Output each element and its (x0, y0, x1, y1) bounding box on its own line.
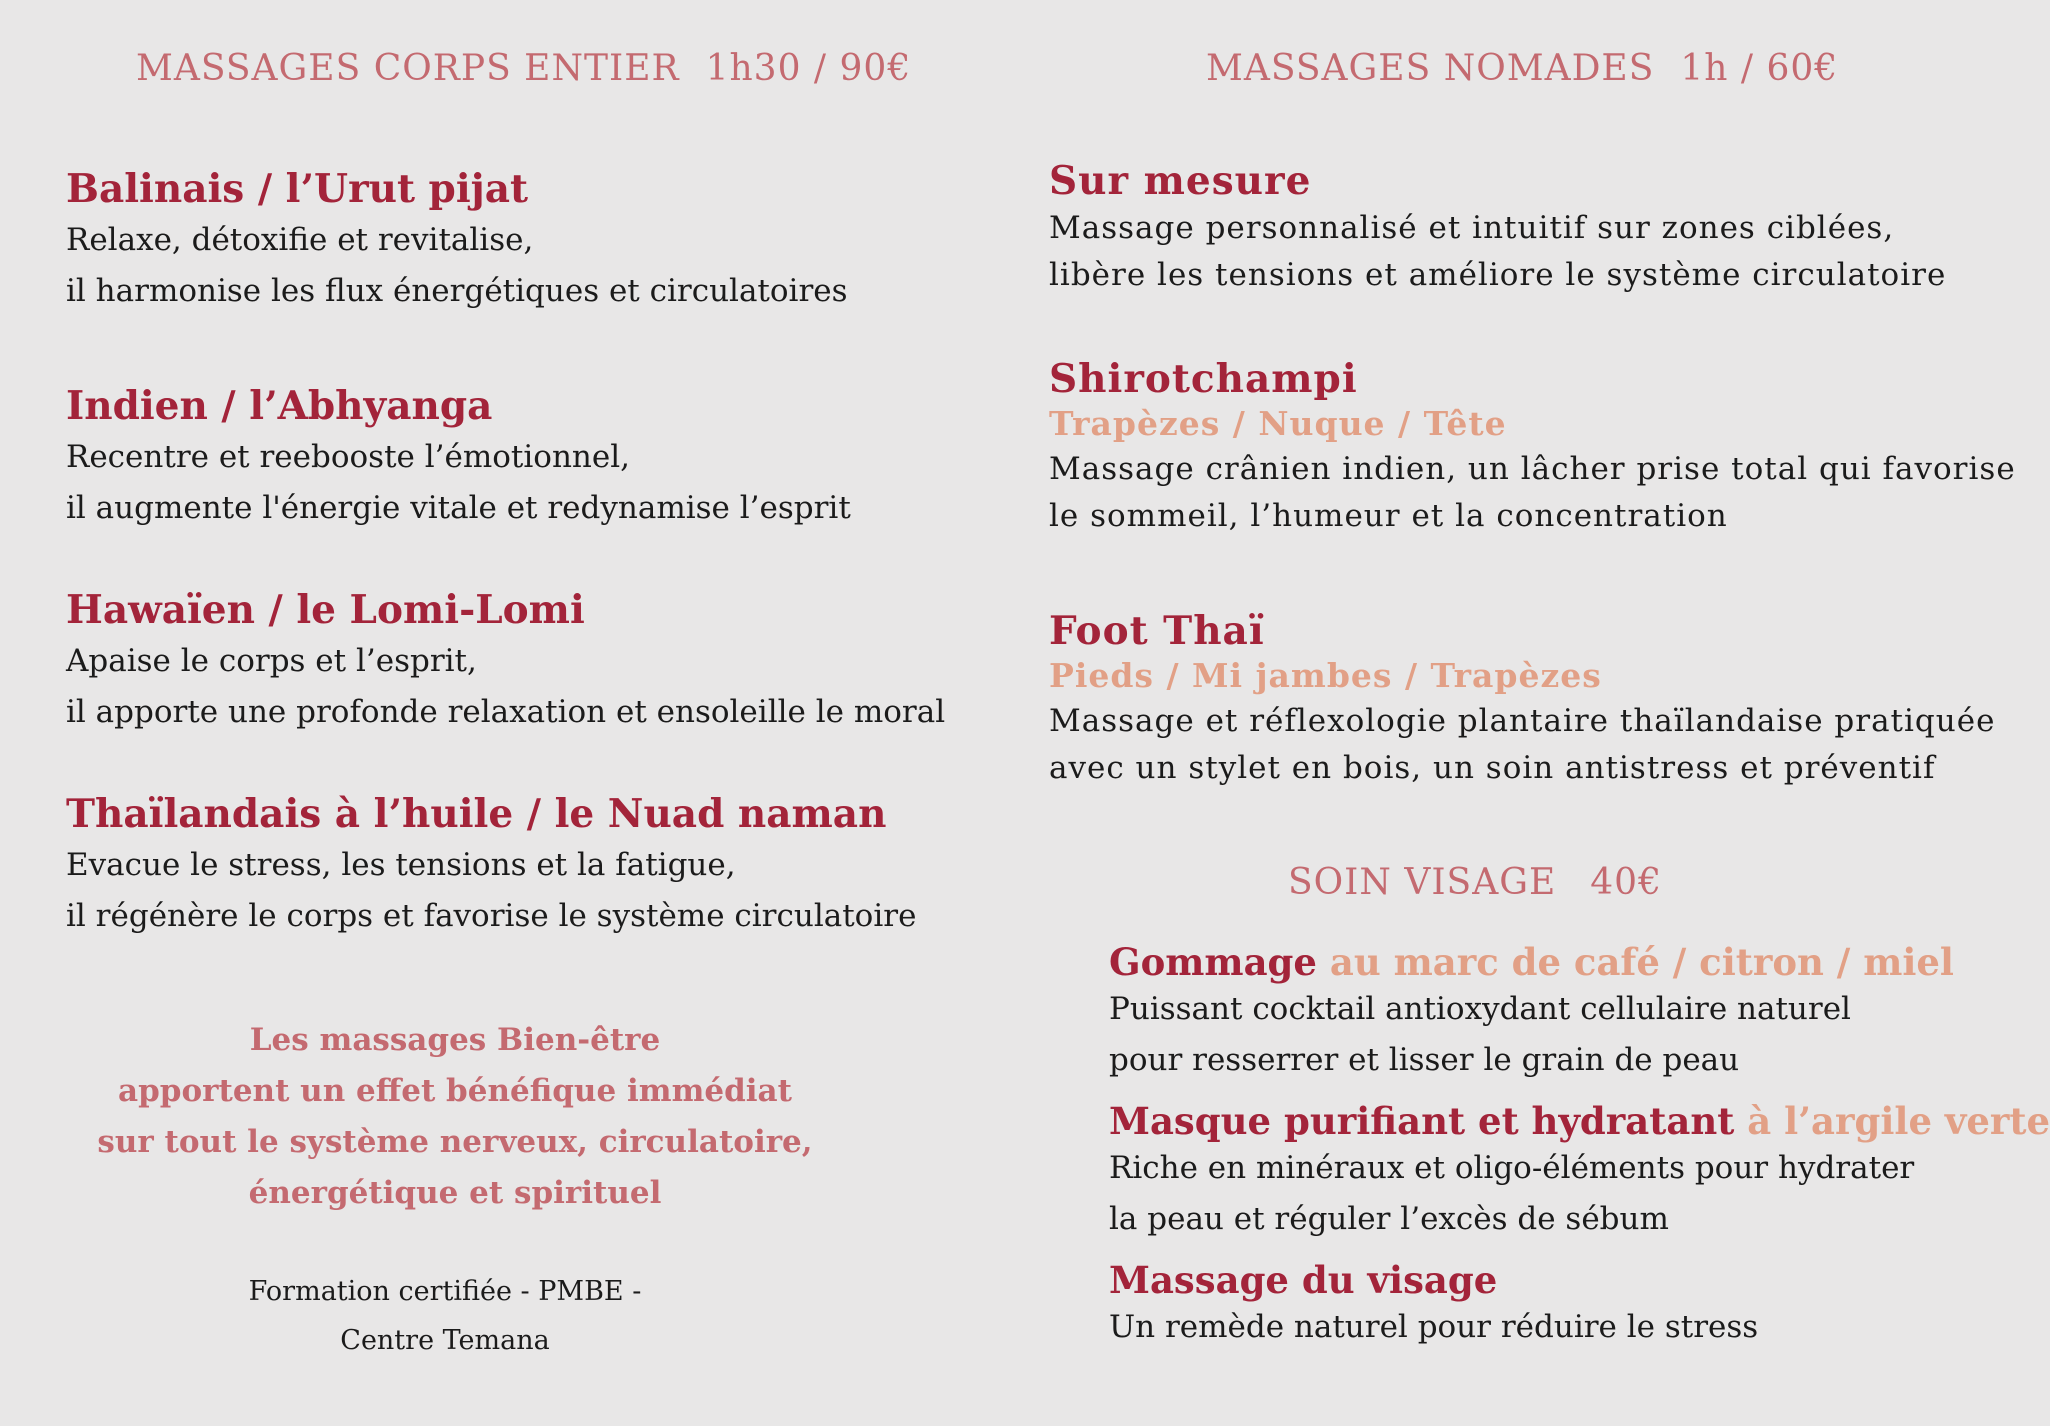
soin-title (1109, 1099, 2050, 1143)
massage-item-sur-mesure (1049, 158, 1949, 299)
massage-desc-line: il régénère le corps et favorise le système circulatoire (66, 897, 917, 934)
section-heading-nomades (1206, 48, 1838, 89)
massage-item-hawaien (66, 587, 966, 738)
section-heading-corps-entier (136, 48, 911, 89)
massage-desc-line: il augmente l'énergie vitale et redynamise l’esprit (66, 489, 851, 526)
massage-title: Shirotchampi (1049, 356, 1358, 402)
massage-desc-line: Massage crânien indien, un lâcher prise total qui favorise (1049, 450, 2016, 487)
soin-title-main: Gommage (1109, 940, 1317, 984)
massage-item-indien (66, 383, 966, 534)
soin-title-main: Massage du visage (1109, 1258, 1498, 1302)
section-heading-label: SOIN VISAGE (1288, 862, 1557, 903)
massage-desc-line: Massage et réflexologie plantaire thaïlandaise pratiquée (1049, 702, 1996, 739)
section-heading-label: MASSAGES CORPS ENTIER (136, 48, 680, 89)
massage-desc-line: Massage personnalisé et intuitif sur zones ciblées, (1049, 209, 1895, 246)
massage-desc-line: Relaxe, détoxifie et revitalise, (66, 221, 534, 258)
soin-item-masque (1109, 1099, 2050, 1245)
massage-desc-line: il harmonise les flux énergétiques et circulatoires (66, 272, 848, 309)
massage-title: Indien / l’Abhyanga (66, 383, 493, 429)
massage-desc-line: le sommeil, l’humeur et la concentration (1049, 497, 1728, 534)
quote-line: apportent un effet bénéfique immédiat (118, 1073, 792, 1109)
wellbeing-quote (0, 1015, 910, 1219)
massage-subtitle: Pieds / Mi jambes / Trapèzes (1049, 655, 1602, 695)
soin-desc-line: Riche en minéraux et oligo-éléments pour hydrater (1109, 1150, 1915, 1186)
soin-title-detail: à l’argile verte (1734, 1099, 2050, 1143)
massage-title: Sur mesure (1049, 158, 1312, 204)
massage-desc-line: Recentre et reebooste l’émotionnel, (66, 438, 630, 475)
section-heading-price: 1h30 / 90€ (705, 48, 912, 89)
footer-line: Centre Temana (340, 1325, 550, 1356)
certification-footer (0, 1267, 890, 1365)
section-heading-label: MASSAGES NOMADES (1206, 48, 1655, 89)
massage-item-thailandais (66, 791, 966, 942)
massage-desc-line: il apporte une profonde relaxation et ensoleille le moral (66, 693, 946, 730)
massage-desc-line: Apaise le corps et l’esprit, (66, 642, 477, 679)
section-heading-price: 40€ (1590, 862, 1662, 903)
soin-desc-line: la peau et réguler l’excès de sébum (1109, 1201, 1669, 1237)
massage-item-balinais (66, 166, 966, 317)
massage-item-foot-thai (1049, 608, 1996, 792)
massage-desc-line: avec un stylet en bois, un soin antistress et préventif (1049, 749, 1936, 786)
soin-title-detail: au marc de café / citron / miel (1316, 940, 1954, 984)
soin-item-massage-visage (1109, 1258, 2009, 1353)
massage-desc-line: Evacue le stress, les tensions et la fatigue, (66, 846, 736, 883)
quote-line: Les massages Bien-être (249, 1022, 661, 1058)
massage-desc-line: libère les tensions et améliore le système circulatoire (1049, 256, 1947, 293)
massage-title: Thaïlandais à l’huile / le Nuad naman (66, 791, 887, 837)
massage-item-shirotchampi (1049, 356, 2016, 540)
soin-desc-line: Un remède naturel pour réduire le stress (1109, 1309, 1759, 1345)
massage-title: Hawaïen / le Lomi-Lomi (66, 587, 585, 633)
massage-title: Balinais / l’Urut pijat (66, 166, 529, 212)
soin-item-gommage (1109, 940, 2009, 1086)
quote-line: énergétique et spirituel (248, 1175, 662, 1211)
quote-line: sur tout le système nerveux, circulatoire, (97, 1124, 813, 1160)
footer-line: Formation certifiée - PMBE - (248, 1276, 642, 1307)
soin-desc-line: Puissant cocktail antioxydant cellulaire naturel (1109, 991, 1851, 1027)
massage-subtitle: Trapèzes / Nuque / Tête (1049, 403, 1507, 443)
soin-desc-line: pour resserrer et lisser le grain de peau (1109, 1042, 1740, 1078)
section-heading-price: 1h / 60€ (1680, 48, 1839, 89)
soin-title (1109, 1258, 2009, 1302)
section-heading-soin-visage (1288, 862, 1662, 903)
soin-title (1109, 940, 2009, 984)
soin-title-main: Masque purifiant et hydratant (1109, 1099, 1735, 1143)
massage-title: Foot Thaï (1049, 608, 1265, 654)
